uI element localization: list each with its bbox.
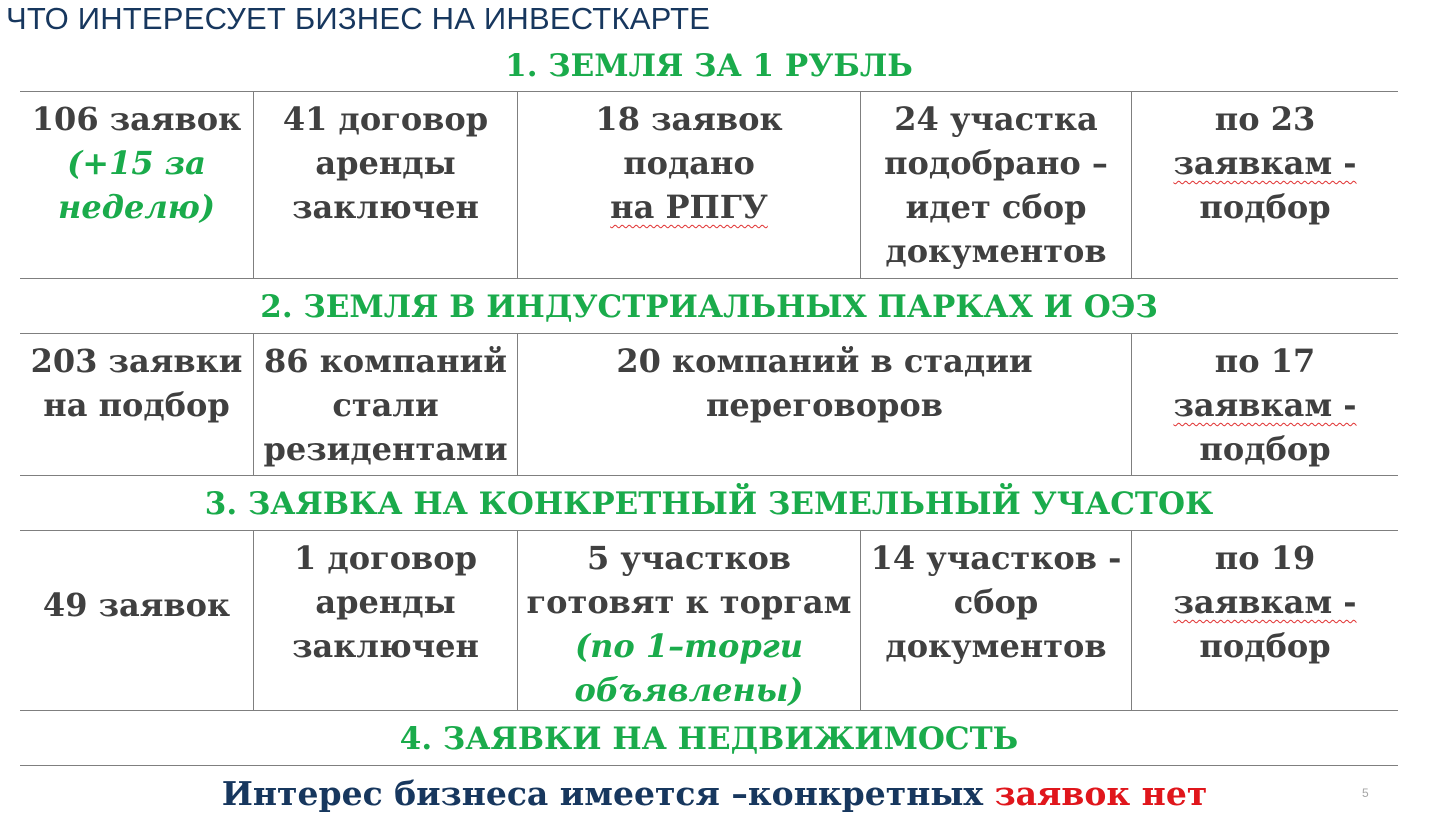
table-cell xyxy=(20,91,253,278)
cell-line: 49 заявок xyxy=(42,586,231,624)
cell-line: 5 участков xyxy=(586,539,792,577)
table-cell xyxy=(1132,91,1398,278)
cell-note: объявлены) xyxy=(574,671,804,709)
cell-note: неделю) xyxy=(58,188,215,226)
cell-line: по 17 xyxy=(1214,342,1316,380)
cell-line: заявкам - xyxy=(1173,386,1357,424)
cell-line: 203 заявки xyxy=(30,342,243,380)
table-cell xyxy=(254,91,517,278)
table-cell xyxy=(20,530,253,680)
table-cell xyxy=(20,333,253,475)
cell-line: аренды xyxy=(315,583,456,621)
cell-line: подобрано – xyxy=(884,144,1108,182)
cell-line: по 23 xyxy=(1214,100,1316,138)
cell-line: 14 участков - xyxy=(870,539,1122,577)
cell-line: резидентами xyxy=(263,430,508,468)
cell-line: заключен xyxy=(292,188,479,226)
table-cell xyxy=(254,333,517,475)
cell-line: стали xyxy=(332,386,439,424)
cell-line: 20 компаний в стадии xyxy=(616,342,1033,380)
rule xyxy=(20,765,1398,766)
cell-line: заявкам - xyxy=(1173,144,1357,182)
cell-line: 18 заявок xyxy=(595,100,783,138)
footer-main-text: Интерес бизнеса имеется –конкретных xyxy=(221,774,995,813)
cell-line: на подбор xyxy=(43,386,230,424)
section-heading-1: 1. ЗЕМЛЯ ЗА 1 РУБЛЬ xyxy=(505,48,913,84)
cell-line: подбор xyxy=(1199,188,1331,226)
section-heading-2: 2. ЗЕМЛЯ В ИНДУСТРИАЛЬНЫХ ПАРКАХ И ОЭЗ xyxy=(260,289,1158,325)
cell-line: документов xyxy=(885,627,1107,665)
table-cell xyxy=(518,333,1131,475)
rule xyxy=(20,475,1398,476)
table-cell xyxy=(1132,530,1398,710)
cell-line: подбор xyxy=(1199,430,1331,468)
page-title: ЧТО ИНТЕРЕСУЕТ БИЗНЕС НА ИНВЕСТКАРТЕ xyxy=(6,1,711,36)
table-cell xyxy=(1132,333,1398,475)
cell-line: аренды xyxy=(315,144,456,182)
footer-alert-text: заявок нет xyxy=(994,774,1208,813)
cell-line: по 19 xyxy=(1214,539,1316,577)
cell-note: (+15 за xyxy=(67,144,206,182)
cell-line: подбор xyxy=(1199,627,1331,665)
table-cell xyxy=(518,530,860,710)
table-cell xyxy=(254,530,517,710)
cell-line: на РПГУ xyxy=(610,188,768,226)
cell-line: переговоров xyxy=(706,386,943,424)
table-cell xyxy=(861,530,1131,710)
cell-line: 86 компаний xyxy=(264,342,507,380)
section-heading-3: 3. ЗАЯВКА НА КОНКРЕТНЫЙ ЗЕМЕЛЬНЫЙ УЧАСТОК xyxy=(204,486,1214,522)
cell-line: сбор xyxy=(953,583,1039,621)
cell-line: 106 заявок xyxy=(31,100,242,138)
cell-line: подано xyxy=(623,144,755,182)
page-number: 5 xyxy=(1362,786,1369,800)
cell-note: (по 1–торги xyxy=(575,627,803,665)
rule xyxy=(20,278,1398,279)
table-cell xyxy=(861,91,1131,278)
cell-line: заключен xyxy=(292,627,479,665)
cell-line: документов xyxy=(885,232,1107,270)
cell-line: 41 договор xyxy=(282,100,489,138)
cell-line: 24 участка xyxy=(894,100,1098,138)
cell-line: готовят к торгам xyxy=(526,583,852,621)
section-heading-4: 4. ЗАЯВКИ НА НЕДВИЖИМОСТЬ xyxy=(399,721,1019,757)
cell-line: заявкам - xyxy=(1173,583,1357,621)
footer-statement xyxy=(0,772,1429,816)
cell-line: 1 договор xyxy=(294,539,477,577)
table-cell xyxy=(518,91,860,278)
cell-line: идет сбор xyxy=(905,188,1087,226)
